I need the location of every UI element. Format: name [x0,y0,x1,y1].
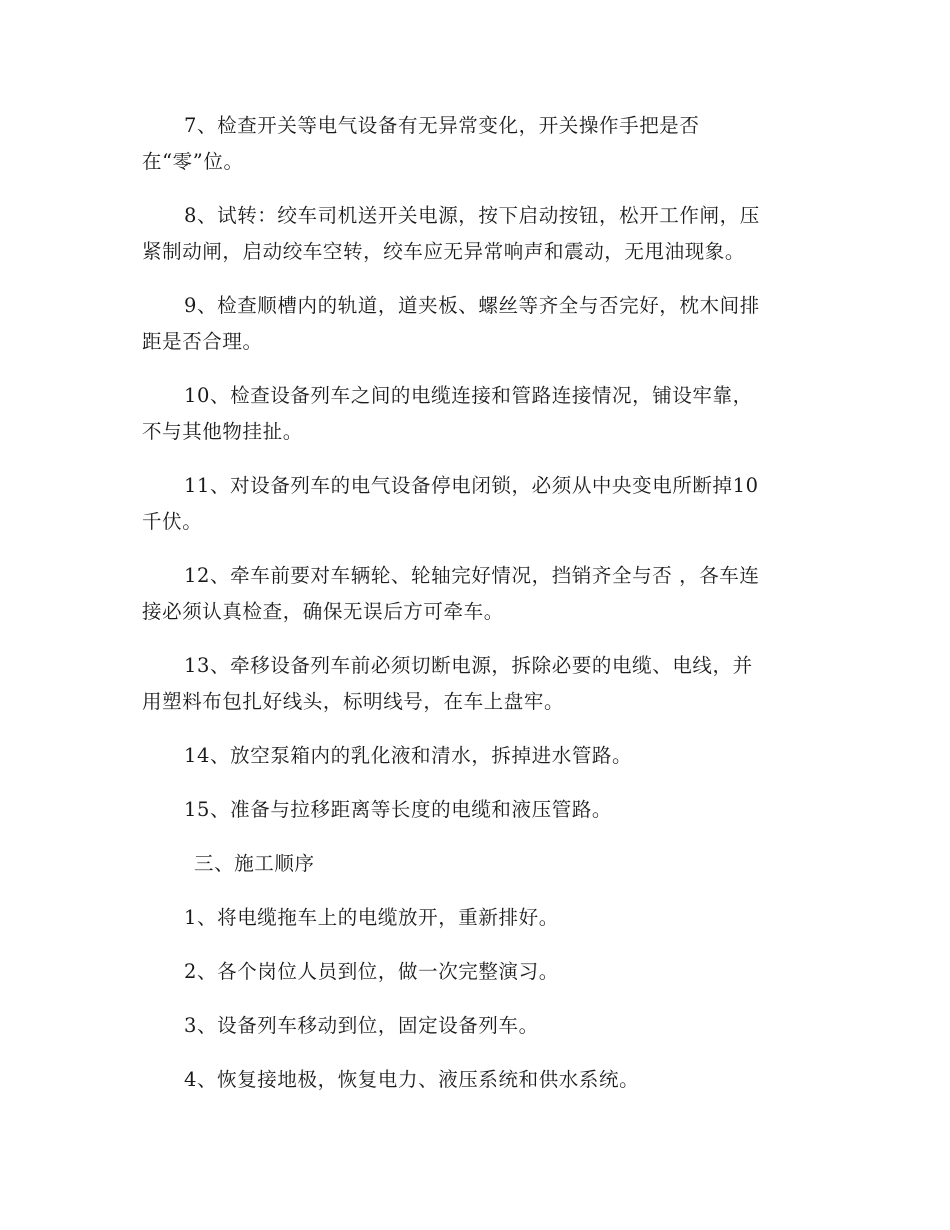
paragraph-line: 千伏。 [142,510,203,533]
paragraph-item-10 [142,378,812,450]
paragraph-item-13 [142,648,812,720]
paragraph-line: 7、检查开关等电气设备有无异常变化，开关操作手把是否 [184,114,700,137]
paragraph-item-15 [142,792,812,828]
paragraph-line: 13、牵移设备列车前必须切断电源，拆除必要的电缆、电线，并 [184,654,753,677]
paragraph-line: 15、准备与拉移距离等长度的电缆和液压管路。 [184,798,613,821]
paragraph-line: 14、放空泵箱内的乳化液和清水，拆掉进水管路。 [184,744,633,767]
paragraph-line: 10、检查设备列车之间的电缆连接和管路连接情况，铺设牢靠， [184,384,753,407]
paragraph-line: 12、牵车前要对车辆轮、轮轴完好情况，挡销齐全与否 ，各车连 [184,564,760,587]
document-body [142,108,812,1116]
section-heading: 三、施工顺序 [194,852,315,875]
paragraph-line: 在“零”位。 [142,150,244,173]
paragraph-line: 11、对设备列车的电气设备停电闭锁，必须从中央变电所断掉10 [184,474,759,497]
step-item-3: 3、设备列车移动到位，固定设备列车。 [184,1014,539,1037]
paragraph-line: 9、检查顺槽内的轨道，道夹板、螺丝等齐全与否完好，枕木间排 [184,294,760,317]
paragraph-item-8 [142,198,812,270]
paragraph-line: 用塑料布包扎好线头，标明线号，在车上盘牢。 [142,690,565,713]
step-item-2: 2、各个岗位人员到位，做一次完整演习。 [184,960,559,983]
paragraph-line: 不与其他物挂扯。 [142,420,303,443]
step-item-4: 4、恢复接地极，恢复电力、液压系统和供水系统。 [184,1068,640,1091]
paragraph-item-12 [142,558,812,630]
paragraph-line: 8、试转：绞车司机送开关电源，按下启动按钮，松开工作闸，压 [184,204,760,227]
paragraph-item-14 [142,738,812,774]
paragraph-line: 接必须认真检查，确保无误后方可牵车。 [142,600,504,623]
paragraph-item-7 [142,108,812,180]
paragraph-item-9 [142,288,812,360]
paragraph-line: 紧制动闸，启动绞车空转，绞车应无异常响声和震动，无甩油现象。 [142,240,746,263]
step-item-1: 1、将电缆拖车上的电缆放开，重新排好。 [184,906,559,929]
paragraph-line: 距是否合理。 [142,330,263,353]
paragraph-item-11 [142,468,812,540]
